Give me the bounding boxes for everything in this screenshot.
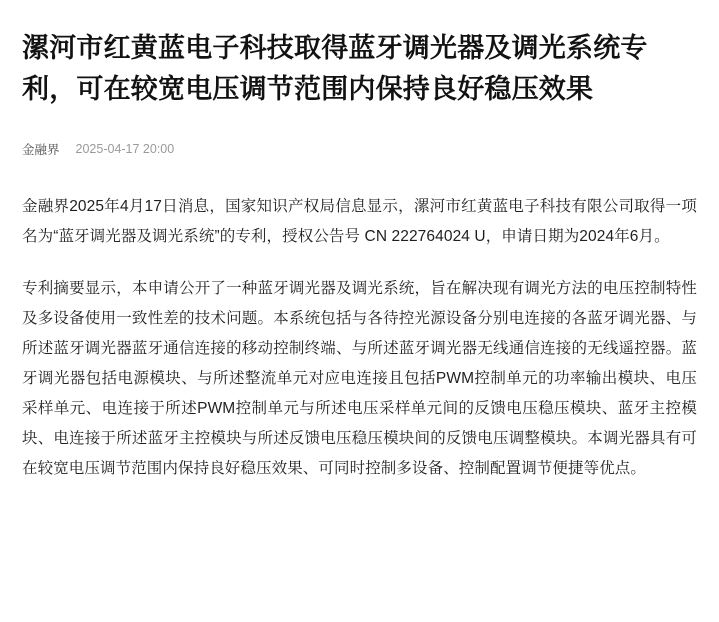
page-title: 漯河市红黄蓝电子科技取得蓝牙调光器及调光系统专利，可在较宽电压调节范围内保持良好稳压效果 (22, 33, 648, 104)
article-meta (22, 140, 697, 158)
article-source: 金融界 (22, 143, 60, 157)
article-timestamp: 2025-04-17 20:00 (75, 142, 175, 156)
article-paragraph: 金融界2025年4月17日消息，国家知识产权局信息显示，漯河市红黄蓝电子科技有限公司取得一项名为“蓝牙调光器及调光系统”的专利，授权公告号 CN 222764024 U，申请日期为2024年6月。 (22, 198, 697, 245)
article-paragraph: 专利摘要显示，本申请公开了一种蓝牙调光器及调光系统，旨在解决现有调光方法的电压控制特性及多设备使用一致性差的技术问题。本系统包括与各待控光源设备分别电连接的各蓝牙调光器、与所述蓝牙调光器蓝牙通信连接的移动控制终端、与所述蓝牙调光器无线通信连接的无线遥控器。蓝牙调光器包括电源模块、与所述整流单元对应电连接且包括PWM控制单元的功率输出模块、电压采样单元、电连接于所述PWM控制单元与所述电压采样单元间的反馈电压稳压模块、蓝牙主控模块、电连接于所述蓝牙主控模块与所述反馈电压稳压模块间的反馈电压调整模块。本调光器具有可在较宽电压调节范围内保持良好稳压效果、可同时控制多设备、控制配置调节便捷等优点。 (22, 280, 697, 477)
